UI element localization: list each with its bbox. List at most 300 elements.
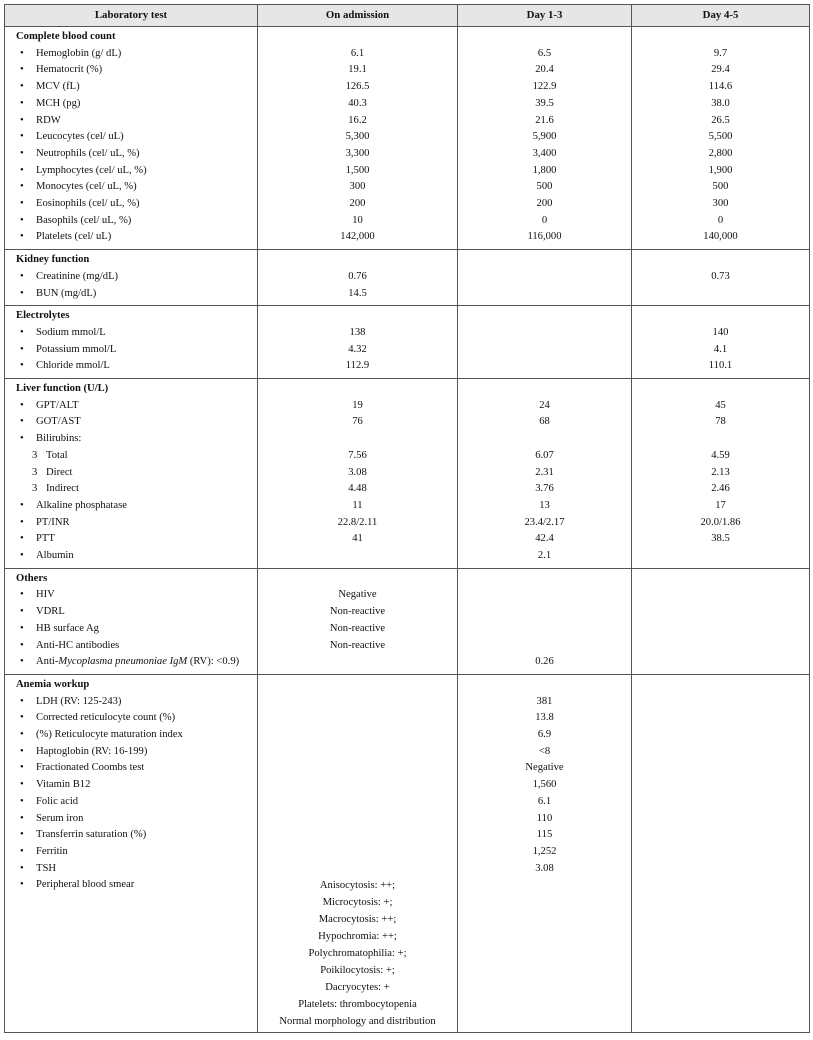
table-row bbox=[5, 325, 810, 342]
value-day-4-5: 110.1 bbox=[708, 360, 733, 372]
table-row bbox=[5, 777, 810, 794]
value-day-4-5-cell bbox=[632, 654, 810, 674]
smear-finding: Hypochromia: ++; bbox=[318, 931, 397, 943]
section-header-row bbox=[5, 250, 810, 269]
value-day-4-5-cell bbox=[632, 694, 810, 711]
test-name-cell bbox=[5, 286, 258, 306]
value-on-admission: Non-reactive bbox=[329, 639, 386, 651]
test-name-cell bbox=[5, 654, 258, 674]
value-on-admission-cell bbox=[258, 79, 458, 96]
value-day-1-3: 2.31 bbox=[535, 466, 554, 478]
value-day-1-3-cell bbox=[458, 638, 632, 655]
value-day-1-3: 116,000 bbox=[527, 231, 562, 243]
table-row bbox=[5, 744, 810, 761]
empty-cell bbox=[458, 27, 632, 46]
value-day-4-5-cell bbox=[632, 744, 810, 761]
value-day-4-5 bbox=[632, 710, 809, 727]
value-day-1-3-cell bbox=[458, 79, 632, 96]
value-day-1-3-cell bbox=[458, 62, 632, 79]
value-on-admission-cell bbox=[258, 448, 458, 465]
test-name-cell bbox=[5, 163, 258, 180]
test-name: PTT bbox=[36, 533, 55, 545]
bullet-icon: • bbox=[20, 499, 24, 511]
smear-finding: Polychromatophilia: +; bbox=[308, 948, 407, 960]
test-name: Eosinophils (cel/ uL, %) bbox=[36, 198, 140, 210]
value-day-1-3: 13 bbox=[539, 499, 550, 511]
empty-cell bbox=[632, 250, 810, 269]
test-name-cell bbox=[5, 604, 258, 621]
list-item bbox=[5, 113, 257, 130]
value-day-1-3 bbox=[458, 638, 631, 655]
value-on-admission-cell bbox=[258, 325, 458, 342]
value-day-1-3-cell bbox=[458, 861, 632, 878]
empty-cell bbox=[458, 250, 632, 269]
table-row bbox=[5, 146, 810, 163]
test-name-cell bbox=[5, 213, 258, 230]
value-on-admission-cell bbox=[258, 96, 458, 113]
bullet-icon: • bbox=[20, 399, 24, 411]
value-day-4-5 bbox=[632, 621, 809, 638]
value-day-1-3: 0 bbox=[541, 214, 548, 226]
value-day-1-3: 122.9 bbox=[532, 81, 557, 93]
value-day-4-5 bbox=[632, 727, 809, 744]
value-day-4-5-cell bbox=[632, 325, 810, 342]
test-name: LDH (RV: 125-243) bbox=[36, 695, 122, 707]
value-on-admission-cell bbox=[258, 794, 458, 811]
value-on-admission-cell bbox=[258, 877, 458, 1033]
empty-cell bbox=[458, 568, 632, 587]
list-item bbox=[5, 694, 257, 711]
value-on-admission-cell bbox=[258, 811, 458, 828]
value-on-admission-cell bbox=[258, 498, 458, 515]
test-name-cell bbox=[5, 96, 258, 113]
value-day-1-3: <8 bbox=[538, 745, 551, 757]
bullet-icon: • bbox=[20, 729, 24, 741]
value-day-4-5-cell bbox=[632, 431, 810, 448]
list-item bbox=[5, 431, 257, 448]
section-title-cell bbox=[5, 568, 258, 587]
table-row bbox=[5, 811, 810, 828]
lab-results-table bbox=[4, 4, 810, 1033]
value-day-4-5: 0.73 bbox=[711, 270, 730, 282]
value-day-4-5: 0 bbox=[717, 214, 724, 226]
bullet-icon: • bbox=[20, 695, 24, 707]
list-item bbox=[5, 196, 257, 213]
list-item bbox=[5, 548, 257, 565]
value-day-4-5: 20.0/1.86 bbox=[700, 516, 741, 528]
table-row bbox=[5, 694, 810, 711]
smear-finding: Anisocytosis: ++; bbox=[319, 880, 396, 892]
smear-finding: Microcytosis: +; bbox=[322, 897, 393, 909]
bullet-icon: • bbox=[20, 198, 24, 210]
bullet-icon: • bbox=[20, 762, 24, 774]
bullet-icon: • bbox=[20, 287, 24, 299]
value-on-admission-cell bbox=[258, 46, 458, 63]
value-day-4-5-cell bbox=[632, 531, 810, 548]
value-day-1-3: 20.4 bbox=[535, 64, 554, 76]
value-on-admission-cell bbox=[258, 465, 458, 482]
test-name: Chloride mmol/L bbox=[36, 360, 110, 372]
value-on-admission-cell bbox=[258, 638, 458, 655]
test-name-cell bbox=[5, 794, 258, 811]
value-on-admission: 142,000 bbox=[340, 231, 375, 243]
value-day-4-5-cell bbox=[632, 269, 810, 286]
value-on-admission-cell bbox=[258, 431, 458, 448]
table-row bbox=[5, 877, 810, 1033]
value-on-admission bbox=[258, 431, 457, 448]
test-name-prefix: Anti- bbox=[36, 656, 59, 668]
value-day-4-5-cell bbox=[632, 727, 810, 744]
list-item bbox=[5, 398, 257, 415]
test-name-cell bbox=[5, 465, 258, 482]
list-item bbox=[5, 515, 257, 532]
value-day-1-3-cell bbox=[458, 448, 632, 465]
value-day-1-3-cell bbox=[458, 811, 632, 828]
smear-finding: Platelets: thrombocytopenia bbox=[298, 999, 417, 1011]
value-day-1-3-cell bbox=[458, 621, 632, 638]
empty-cell bbox=[632, 27, 810, 46]
test-name: Indirect bbox=[46, 483, 79, 495]
value-day-1-3-cell bbox=[458, 146, 632, 163]
test-name: Haptoglobin (RV: 16-199) bbox=[36, 745, 148, 757]
value-day-1-3 bbox=[458, 621, 631, 638]
test-name: Potassium mmol/L bbox=[36, 343, 117, 355]
list-item bbox=[5, 760, 257, 777]
bullet-icon: • bbox=[20, 606, 24, 618]
test-name: Hemoglobin (g/ dL) bbox=[36, 47, 122, 59]
empty-cell bbox=[632, 568, 810, 587]
bullet-icon: • bbox=[20, 550, 24, 562]
bullet-icon: • bbox=[20, 589, 24, 601]
test-name: Hematocrit (%) bbox=[36, 64, 103, 76]
value-on-admission-cell bbox=[258, 744, 458, 761]
value-on-admission: 76 bbox=[352, 416, 363, 428]
table-header-row bbox=[5, 5, 810, 27]
value-day-1-3: 5,900 bbox=[532, 131, 557, 143]
test-name-cell bbox=[5, 587, 258, 604]
value-day-1-3-cell bbox=[458, 760, 632, 777]
value-day-1-3-cell bbox=[458, 465, 632, 482]
value-on-admission bbox=[258, 777, 457, 794]
value-day-1-3: 110 bbox=[536, 812, 553, 824]
test-name: Vitamin B12 bbox=[36, 779, 91, 791]
value-day-4-5: 2.13 bbox=[711, 466, 730, 478]
empty-cell bbox=[632, 306, 810, 325]
value-on-admission-cell bbox=[258, 146, 458, 163]
bullet-icon: • bbox=[20, 97, 24, 109]
value-day-1-3 bbox=[458, 604, 631, 621]
test-name: Lymphocytes (cel/ uL, %) bbox=[36, 164, 147, 176]
test-name-cell bbox=[5, 694, 258, 711]
value-day-1-3: 6.07 bbox=[535, 449, 554, 461]
value-day-4-5 bbox=[632, 861, 809, 878]
section-title-cell bbox=[5, 674, 258, 693]
value-day-4-5: 38.0 bbox=[711, 97, 730, 109]
test-name-cell bbox=[5, 196, 258, 213]
test-name: BUN (mg/dL) bbox=[36, 287, 97, 299]
test-name: Basophils (cel/ uL, %) bbox=[36, 214, 132, 226]
test-name: Serum iron bbox=[36, 812, 84, 824]
list-item bbox=[5, 877, 257, 894]
value-on-admission-cell bbox=[258, 196, 458, 213]
section-title: Liver function (U/L) bbox=[16, 383, 109, 395]
value-on-admission-cell bbox=[258, 694, 458, 711]
smear-finding: Poikilocytosis: +; bbox=[320, 965, 395, 977]
bullet-icon: • bbox=[20, 639, 24, 651]
header-day-1-3: Day 1-3 bbox=[458, 5, 632, 27]
sub-item bbox=[5, 465, 257, 482]
value-day-4-5-cell bbox=[632, 286, 810, 306]
value-on-admission-cell bbox=[258, 213, 458, 230]
table-row bbox=[5, 587, 810, 604]
value-on-admission: 4.48 bbox=[348, 483, 367, 495]
test-name: MCV (fL) bbox=[36, 81, 80, 93]
value-day-1-3-cell bbox=[458, 358, 632, 378]
bullet-icon: • bbox=[20, 81, 24, 93]
list-item bbox=[5, 286, 257, 303]
value-day-1-3-cell bbox=[458, 531, 632, 548]
value-day-1-3-cell bbox=[458, 431, 632, 448]
value-day-1-3-cell bbox=[458, 113, 632, 130]
test-name-cell bbox=[5, 79, 258, 96]
value-on-admission bbox=[258, 811, 457, 828]
value-day-1-3: 0.26 bbox=[535, 656, 554, 668]
value-day-1-3: 23.4/2.17 bbox=[524, 516, 565, 528]
value-day-4-5-cell bbox=[632, 196, 810, 213]
bullet-icon: • bbox=[20, 181, 24, 193]
value-day-4-5-cell bbox=[632, 448, 810, 465]
list-item bbox=[5, 46, 257, 63]
value-on-admission bbox=[258, 548, 457, 565]
value-on-admission-cell bbox=[258, 515, 458, 532]
value-day-4-5: 26.5 bbox=[711, 114, 730, 126]
value-day-1-3: 3,400 bbox=[532, 147, 557, 159]
bullet-icon: • bbox=[20, 114, 24, 126]
test-name: Bilirubins: bbox=[36, 433, 82, 445]
table-row bbox=[5, 113, 810, 130]
test-name-cell bbox=[5, 113, 258, 130]
test-name: Anti-HC antibodies bbox=[36, 639, 120, 651]
smear-finding: Dacryocytes: + bbox=[325, 982, 390, 994]
value-on-admission-cell bbox=[258, 710, 458, 727]
value-on-admission-cell bbox=[258, 163, 458, 180]
bullet-icon: • bbox=[20, 147, 24, 159]
test-name-cell bbox=[5, 448, 258, 465]
value-on-admission: 6.1 bbox=[350, 47, 365, 59]
bullet-icon: • bbox=[20, 343, 24, 355]
test-name-cell bbox=[5, 398, 258, 415]
bullet-icon: • bbox=[20, 712, 24, 724]
value-on-admission: 7.56 bbox=[348, 449, 367, 461]
test-name: Creatinine (mg/dL) bbox=[36, 270, 119, 282]
list-item bbox=[5, 777, 257, 794]
value-day-1-3: 6.1 bbox=[537, 795, 552, 807]
value-on-admission-cell bbox=[258, 604, 458, 621]
test-name: Corrected reticulocyte count (%) bbox=[36, 712, 176, 724]
value-on-admission: 200 bbox=[349, 198, 366, 210]
value-day-1-3-cell bbox=[458, 827, 632, 844]
value-on-admission: 40.3 bbox=[348, 97, 367, 109]
bullet-icon: • bbox=[20, 656, 24, 668]
value-on-admission: 22.8/2.11 bbox=[337, 516, 378, 528]
test-name-cell bbox=[5, 46, 258, 63]
table-row bbox=[5, 861, 810, 878]
value-day-4-5: 500 bbox=[712, 181, 729, 193]
value-day-1-3-cell bbox=[458, 604, 632, 621]
value-on-admission: 5,300 bbox=[345, 131, 370, 143]
value-day-4-5 bbox=[632, 654, 809, 671]
value-day-1-3 bbox=[458, 269, 631, 286]
test-name: TSH bbox=[36, 862, 57, 874]
value-day-1-3-cell bbox=[458, 196, 632, 213]
list-item bbox=[5, 62, 257, 79]
value-on-admission-cell bbox=[258, 342, 458, 359]
value-day-4-5-cell bbox=[632, 498, 810, 515]
bullet-icon: • bbox=[20, 845, 24, 857]
value-day-4-5-cell bbox=[632, 163, 810, 180]
value-day-4-5-cell bbox=[632, 342, 810, 359]
value-day-4-5: 45 bbox=[715, 399, 726, 411]
bullet-icon: • bbox=[20, 326, 24, 338]
value-day-1-3-cell bbox=[458, 877, 632, 1033]
value-day-4-5-cell bbox=[632, 811, 810, 828]
test-name: Sodium mmol/L bbox=[36, 326, 106, 338]
test-name: MCH (pg) bbox=[36, 97, 81, 109]
value-day-4-5: 114.6 bbox=[708, 81, 733, 93]
smear-finding: Normal morphology and distribution bbox=[279, 1016, 436, 1028]
value-on-admission-cell bbox=[258, 654, 458, 674]
value-day-1-3: 21.6 bbox=[535, 114, 554, 126]
test-name: Neutrophils (cel/ uL, %) bbox=[36, 147, 140, 159]
test-name: HB surface Ag bbox=[36, 622, 99, 634]
value-on-admission: 1,500 bbox=[345, 164, 370, 176]
value-on-admission-cell bbox=[258, 358, 458, 378]
value-day-1-3: 3.08 bbox=[535, 862, 554, 874]
value-day-1-3-cell bbox=[458, 129, 632, 146]
empty-cell bbox=[258, 568, 458, 587]
bullet-icon: • bbox=[20, 795, 24, 807]
list-item bbox=[5, 794, 257, 811]
list-item bbox=[5, 744, 257, 761]
value-on-admission-cell bbox=[258, 286, 458, 306]
value-day-1-3 bbox=[458, 431, 631, 448]
value-day-4-5-cell bbox=[632, 604, 810, 621]
bullet-icon: • bbox=[20, 879, 24, 891]
bullet-icon: • bbox=[20, 360, 24, 372]
empty-cell bbox=[632, 674, 810, 693]
section-header-row bbox=[5, 379, 810, 398]
value-day-4-5-cell bbox=[632, 481, 810, 498]
value-day-4-5-cell bbox=[632, 179, 810, 196]
test-name-cell bbox=[5, 877, 258, 1033]
test-name-cell bbox=[5, 727, 258, 744]
section-title-cell bbox=[5, 27, 258, 46]
value-on-admission: Non-reactive bbox=[329, 622, 386, 634]
value-day-1-3-cell bbox=[458, 587, 632, 604]
list-item bbox=[5, 621, 257, 638]
test-name: GOT/AST bbox=[36, 416, 81, 428]
value-on-admission bbox=[258, 844, 457, 861]
value-day-1-3: 24 bbox=[539, 399, 550, 411]
table-row bbox=[5, 515, 810, 532]
value-day-4-5-cell bbox=[632, 638, 810, 655]
test-name-cell bbox=[5, 744, 258, 761]
list-item bbox=[5, 498, 257, 515]
value-day-4-5: 140,000 bbox=[703, 231, 738, 243]
value-day-4-5: 1,900 bbox=[708, 164, 733, 176]
test-name: Transferrin saturation (%) bbox=[36, 829, 147, 841]
value-day-4-5-cell bbox=[632, 760, 810, 777]
value-day-4-5-cell bbox=[632, 229, 810, 249]
list-item bbox=[5, 414, 257, 431]
table-row bbox=[5, 96, 810, 113]
test-name: RDW bbox=[36, 114, 61, 126]
value-on-admission: 11 bbox=[352, 499, 363, 511]
value-day-1-3 bbox=[458, 358, 631, 375]
empty-cell bbox=[258, 306, 458, 325]
value-day-4-5: 5,500 bbox=[708, 131, 733, 143]
value-day-1-3-cell bbox=[458, 213, 632, 230]
value-day-1-3: 2.1 bbox=[537, 550, 552, 562]
test-name-italic: Mycoplasma pneumoniae IgM bbox=[58, 656, 188, 668]
bullet-icon: • bbox=[20, 862, 24, 874]
value-on-admission-cell bbox=[258, 481, 458, 498]
bullet-icon: • bbox=[20, 433, 24, 445]
test-name: Monocytes (cel/ uL, %) bbox=[36, 181, 137, 193]
value-on-admission: 3,300 bbox=[345, 147, 370, 159]
value-day-1-3-cell bbox=[458, 229, 632, 249]
test-name-cell bbox=[5, 861, 258, 878]
list-item bbox=[5, 229, 257, 246]
value-on-admission: 14.5 bbox=[348, 287, 367, 299]
list-item bbox=[5, 710, 257, 727]
value-on-admission: 0.76 bbox=[348, 270, 367, 282]
table-row bbox=[5, 621, 810, 638]
section-title: Electrolytes bbox=[16, 310, 70, 322]
value-day-1-3-cell bbox=[458, 515, 632, 532]
empty-cell bbox=[632, 379, 810, 398]
value-on-admission-cell bbox=[258, 727, 458, 744]
value-day-1-3: 3.76 bbox=[535, 483, 554, 495]
value-day-1-3 bbox=[458, 342, 631, 359]
bullet-icon: • bbox=[20, 533, 24, 545]
value-on-admission bbox=[258, 744, 457, 761]
bullet-icon: • bbox=[20, 416, 24, 428]
bullet-icon: • bbox=[20, 779, 24, 791]
value-day-1-3-cell bbox=[458, 710, 632, 727]
test-name: Peripheral blood smear bbox=[36, 879, 135, 891]
value-on-admission: 112.9 bbox=[345, 360, 370, 372]
table-row bbox=[5, 498, 810, 515]
value-day-4-5 bbox=[632, 811, 809, 828]
value-day-4-5 bbox=[632, 431, 809, 448]
value-day-1-3-cell bbox=[458, 844, 632, 861]
header-laboratory-test: Laboratory test bbox=[5, 5, 258, 27]
value-day-1-3: 381 bbox=[536, 695, 553, 707]
bullet-icon: • bbox=[20, 270, 24, 282]
list-item bbox=[5, 827, 257, 844]
value-on-admission-cell bbox=[258, 414, 458, 431]
value-on-admission bbox=[258, 827, 457, 844]
value-day-4-5-cell bbox=[632, 621, 810, 638]
value-day-1-3-cell bbox=[458, 548, 632, 568]
list-item bbox=[5, 342, 257, 359]
test-name: VDRL bbox=[36, 606, 65, 618]
value-on-admission-cell bbox=[258, 398, 458, 415]
value-on-admission-cell bbox=[258, 844, 458, 861]
sub-item bbox=[5, 448, 257, 465]
value-day-4-5: 4.59 bbox=[711, 449, 730, 461]
